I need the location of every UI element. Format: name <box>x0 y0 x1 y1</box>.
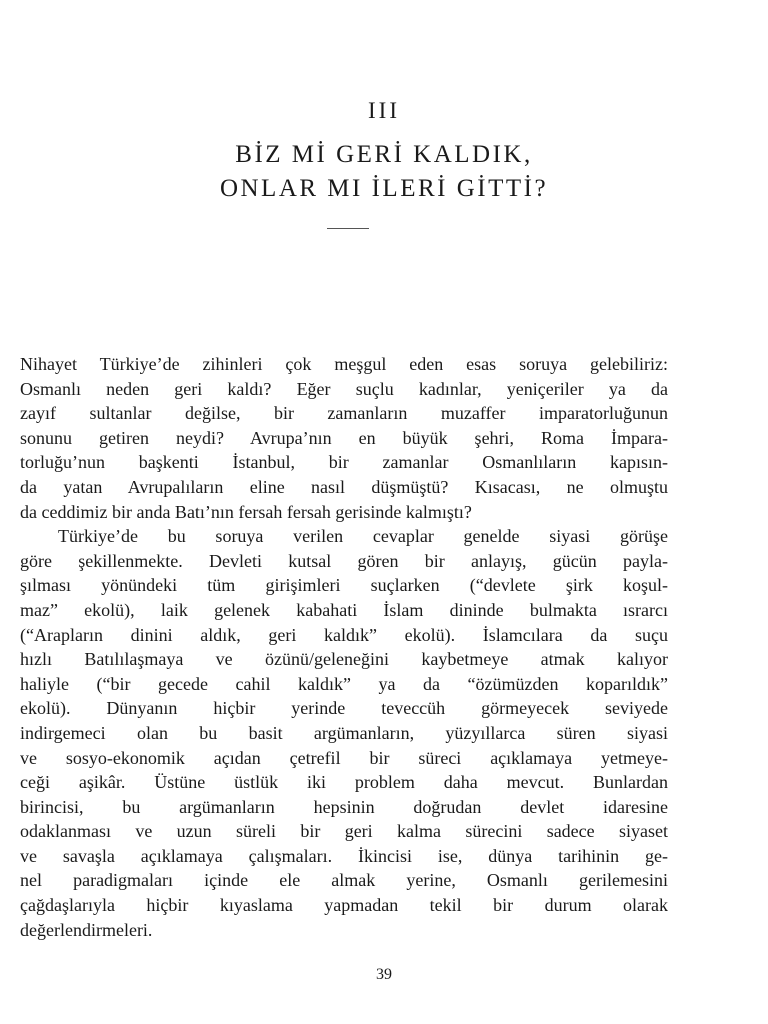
text-line: Türkiye’de bu soruya verilen cevaplar genelde siyasi görüşe <box>58 526 668 547</box>
chapter-title-line: BİZ Mİ GERİ KALDIK, <box>235 141 533 168</box>
paragraph <box>20 524 668 942</box>
text-line: göre şekillenmekte. Devleti kutsal gören bir anlayış, gücün payla- <box>20 550 668 571</box>
chapter-number: III <box>368 98 400 123</box>
chapter-title-line: ONLAR MI İLERİ GİTTİ? <box>219 175 549 202</box>
text-line: da yatan Avrupalıların eline nasıl düşmüştü? Kısacası, ne olmuştu <box>20 476 668 497</box>
text-line: haliyle (“bir gecede cahil kaldık” ya da “özümüzden koparıldık” <box>20 673 668 694</box>
text-line: torluğu’nun başkenti İstanbul, bir zamanlar Osmanlıların kapısın- <box>20 452 668 473</box>
text-line: zayıf sultanlar değilse, bir zamanların muzaffer imparatorluğunun <box>20 403 668 424</box>
text-line: ekolü). Dünyanın hiçbir yerinde teveccüh görmeyecek seviyede <box>20 698 668 719</box>
text-line: birincisi, bu argümanların hepsinin doğrudan devlet idaresine <box>20 796 668 817</box>
text-line: hızlı Batılılaşmaya ve özünü/geleneğini kaybetmeye atmak kalıyor <box>20 649 668 670</box>
text-line: Nihayet Türkiye’de zihinleri çok meşgul eden esas soruya gelebiliriz: <box>20 354 668 374</box>
title-divider <box>327 228 369 229</box>
body-text <box>20 352 668 942</box>
text-line: Osmanlı neden geri kaldı? Eğer suçlu kadınlar, yeniçeriler ya da <box>20 378 668 399</box>
text-line: çağdaşlarıyla hiçbir kıyaslama yapmadan tekil bir durum olarak <box>20 895 668 916</box>
chapter-title <box>0 138 768 206</box>
text-line: sonunu getiren neydi? Avrupa’nın en büyük şehri, Roma İmpara- <box>20 427 668 448</box>
text-line: da ceddimiz bir anda Batı’nın fersah fersah gerisinde kalmıştı? <box>20 501 472 522</box>
text-line: ve savaşla açıklamaya çalışmaları. İkincisi ise, dünya tarihinin ge- <box>20 845 668 866</box>
text-line: değerlendirmeleri. <box>20 919 153 940</box>
text-line: nel paradigmaları içinde ele almak yerine, Osmanlı gerilemesini <box>20 870 668 891</box>
text-line: odaklanması ve uzun süreli bir geri kalma sürecini sadece siyaset <box>20 821 668 842</box>
text-line: şılması yönündeki tüm girişimleri suçlarken (“devlete şirk koşul- <box>20 575 668 596</box>
text-line: maz” ekolü), laik gelenek kabahati İslam dininde bulmakta ısrarcı <box>20 599 668 620</box>
text-line: ceği aşikâr. Üstüne üstlük iki problem daha mevcut. Bunlardan <box>20 772 668 793</box>
text-line: ve sosyo-ekonomik açıdan çetrefil bir süreci açıklamaya yetmeye- <box>20 747 668 768</box>
page-number: 39 <box>376 966 392 983</box>
text-line: indirgemeci olan bu basit argümanların, yüzyıllarca süren siyasi <box>20 722 668 743</box>
paragraph <box>20 352 668 524</box>
text-line: (“Arapların dinini aldık, geri kaldık” ekolü). İslamcılara da suçu <box>20 624 668 645</box>
